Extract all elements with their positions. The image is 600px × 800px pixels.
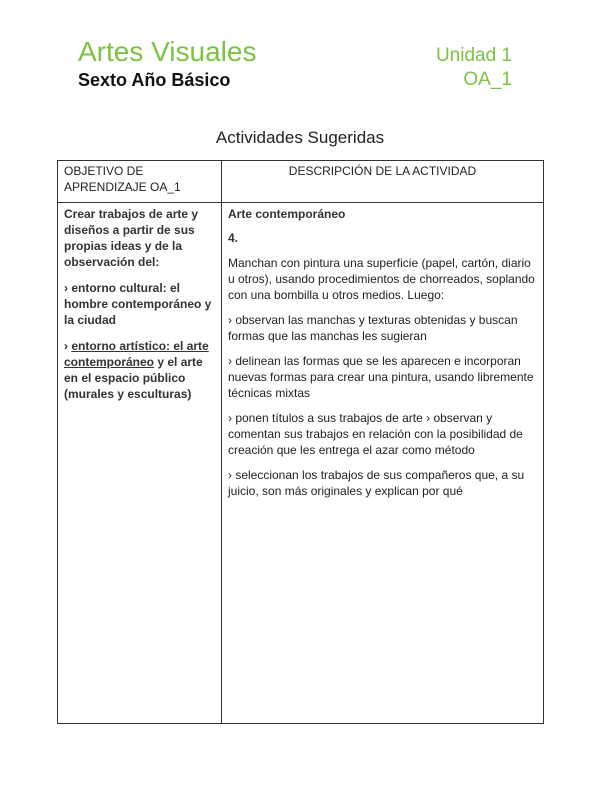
section-title: Actividades Sugeridas xyxy=(215,128,385,147)
grade-label: Sexto Año Básico xyxy=(78,70,231,90)
objective-item-underlined: entorno artístico: el arte contemporáneo xyxy=(64,339,209,369)
activity-number: 4. xyxy=(228,231,239,245)
activity-step: › ponen títulos a sus trabajos de arte › observan y comentan sus trabajos en relación con la posibilidad de creación que les entrega el azar como método xyxy=(228,411,523,457)
activity-title: Arte contemporáneo xyxy=(228,207,346,221)
activity-step: › observan las manchas y texturas obtenidas y buscan formas que las manchas les sugieran xyxy=(228,313,518,343)
objective-item-cultural: › entorno cultural: el hombre contemporáneo y la ciudad xyxy=(64,281,212,327)
objective-item-artistic xyxy=(64,338,215,402)
activity-step: › delinean las formas que se les aparecen e incorporan nuevas formas para crear una pintura, usando libremente técnicas mixtas xyxy=(228,354,534,400)
objective-header: OBJETIVO DE APRENDIZAJE OA_1 xyxy=(58,161,222,203)
table-header-row xyxy=(58,161,544,203)
description-header: DESCRIPCIÓN DE LA ACTIVIDAD xyxy=(222,161,544,203)
page-header xyxy=(78,36,514,96)
activity-cell xyxy=(222,203,544,724)
activities-table xyxy=(57,160,544,724)
objective-item-prefix: › xyxy=(64,339,72,353)
subject-title: Artes Visuales xyxy=(78,36,257,67)
activity-intro: Manchan con pintura una superficie (papel, cartón, diario u otros), usando procedimientos de chorreados, soplando con una bombilla u otros medios. Luego: xyxy=(228,256,535,302)
objective-intro: Crear trabajos de arte y diseños a partir de sus propias ideas y de la observación del: xyxy=(64,207,199,269)
objective-item-rest: y el arte en el espacio público (murales y esculturas) xyxy=(64,355,203,401)
activity-step: › seleccionan los trabajos de sus compañeros que, a su juicio, son más originales y explican por qué xyxy=(228,468,525,498)
unit-label: Unidad 1 xyxy=(435,45,512,66)
objective-cell xyxy=(58,203,222,724)
oa-label: OA_1 xyxy=(463,69,512,90)
table-row xyxy=(58,203,544,724)
